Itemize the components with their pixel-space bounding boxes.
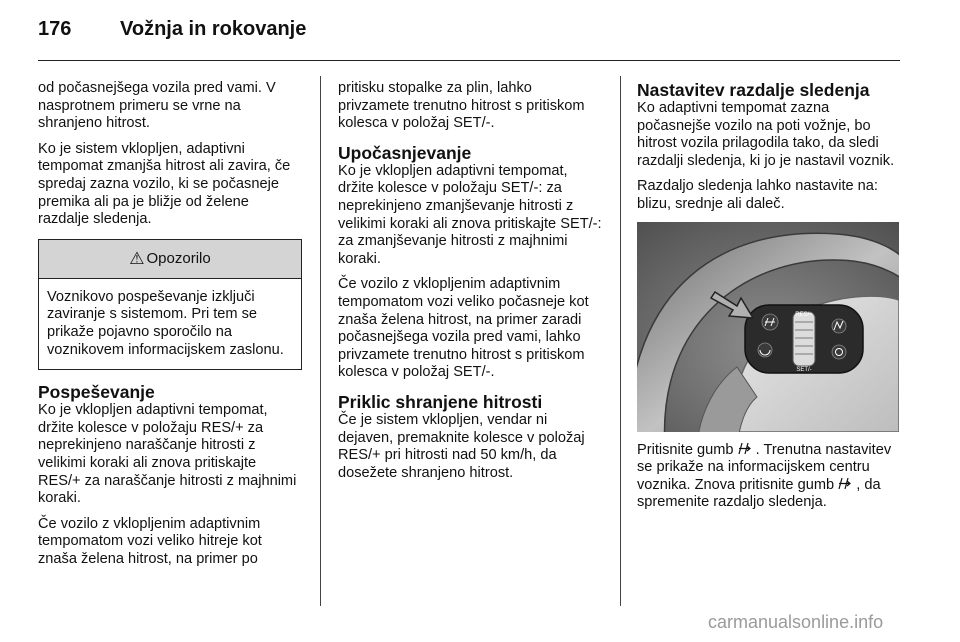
column-divider-1 <box>320 76 321 606</box>
page-number: 176 <box>38 18 72 40</box>
paragraph: pritisku stopalke za plin, lahko privzamete trenutno hitrost s pritiskom kolesca v položaj SET/-. <box>338 80 585 132</box>
watermark: carmanualsonline.info <box>708 612 884 632</box>
follow-distance-icon <box>838 477 852 490</box>
paragraph: Razdaljo sledenja lahko nastavite na: blizu, srednje ali daleč. <box>637 178 878 212</box>
section-heading-recall-speed: Priklic shranjene hitrosti <box>338 391 543 412</box>
paragraph <box>637 442 901 512</box>
paragraph: od počasnejšega vozila pred vami. V nasprotnem primeru se vrne na shranjeno hitrost. <box>38 80 276 132</box>
column-1 <box>38 80 302 576</box>
warning-triangle-icon: ⚠ <box>129 248 145 268</box>
warning-text: Voznikovo pospeševanje izključi zaviranje s sistemom. Pri tem se prikaže pojavno sporočilo na voznikovem informacijskem zaslonu. <box>47 288 284 358</box>
section-heading-follow-distance: Nastavitev razdalje sledenja <box>637 80 870 100</box>
follow-distance-icon <box>738 442 752 455</box>
instruction-text: Pritisnite gumb <box>637 441 738 458</box>
speed-limiter-button[interactable] <box>832 345 846 359</box>
warning-box <box>38 239 302 370</box>
instruction-text: . Trenutna nastavitev se prikaže na informacijskem centru voznika. Znova pritisnite gumb <box>637 441 892 493</box>
warning-title: Opozorilo <box>146 249 211 267</box>
column-divider-2 <box>620 76 621 606</box>
paragraph: Če je sistem vklopljen, vendar ni dejaven, premaknite kolesce v položaj RES/+ pri hitrosti nad 50 km/h, da dosežete shranjeno hitrost. <box>338 411 585 481</box>
header-rule <box>38 60 900 61</box>
steering-wheel-illustration <box>637 222 899 432</box>
column-2 <box>338 80 602 490</box>
paragraph: Ko je vklopljen adaptivni tempomat, držite kolesce v položaju RES/+ za neprekinjeno naraščanje hitrosti z velikimi koraki ali znova pritiskajte RES/+ za naraščanje hitrosti z majhnimi koraki. <box>38 402 297 507</box>
paragraph: Če vozilo z vklopljenim adaptivnim tempomatom vozi veliko hitreje kot znaša želena hitrost, na primer po <box>38 515 262 567</box>
res-label: RES/+ <box>795 311 813 318</box>
warning-header <box>39 240 301 279</box>
section-heading-deceleration: Upočasnjevanje <box>338 142 472 163</box>
section-heading-acceleration: Pospeševanje <box>38 382 155 403</box>
paragraph: Ko je sistem vklopljen, adaptivni tempomat zmanjša hitrost ali zavira, če spredaj zazna vozilo, ki se počasneje premika ali pa je bližje od želene razdalje sledenja. <box>38 140 291 228</box>
paragraph: Če vozilo z vklopljenim adaptivnim tempomatom vozi veliko počasneje kot znaša želena hitrost, na primer zaradi počasnejšega vozila pred vami, lahko privzamete trenutno hitrost s pritiskom kolesca v položaj SET/-. <box>338 276 589 381</box>
cruise-control-wheel[interactable] <box>793 312 815 366</box>
page-title: Vožnja in rokovanje <box>120 18 307 40</box>
paragraph: Ko je vklopljen adaptivni tempomat, držite kolesce v položaju SET/-: za neprekinjeno zmanjševanje hitrosti z velikimi koraki ali znova pritiskajte SET/-: za zmanjševanje hitrosti z majhnimi koraki. <box>338 162 602 267</box>
column-3 <box>637 80 901 520</box>
instruction-text: , da spremenite razdaljo sledenja. <box>637 476 881 511</box>
set-label: SET/- <box>796 366 812 373</box>
paragraph: Ko adaptivni tempomat zazna počasnejše vozilo na poti vožnje, bo hitrost vozila prilagodila tako, da sledi razdalji sledenja, ki jo je nastavil voznik. <box>637 100 895 169</box>
steering-wheel-svg <box>637 222 899 432</box>
